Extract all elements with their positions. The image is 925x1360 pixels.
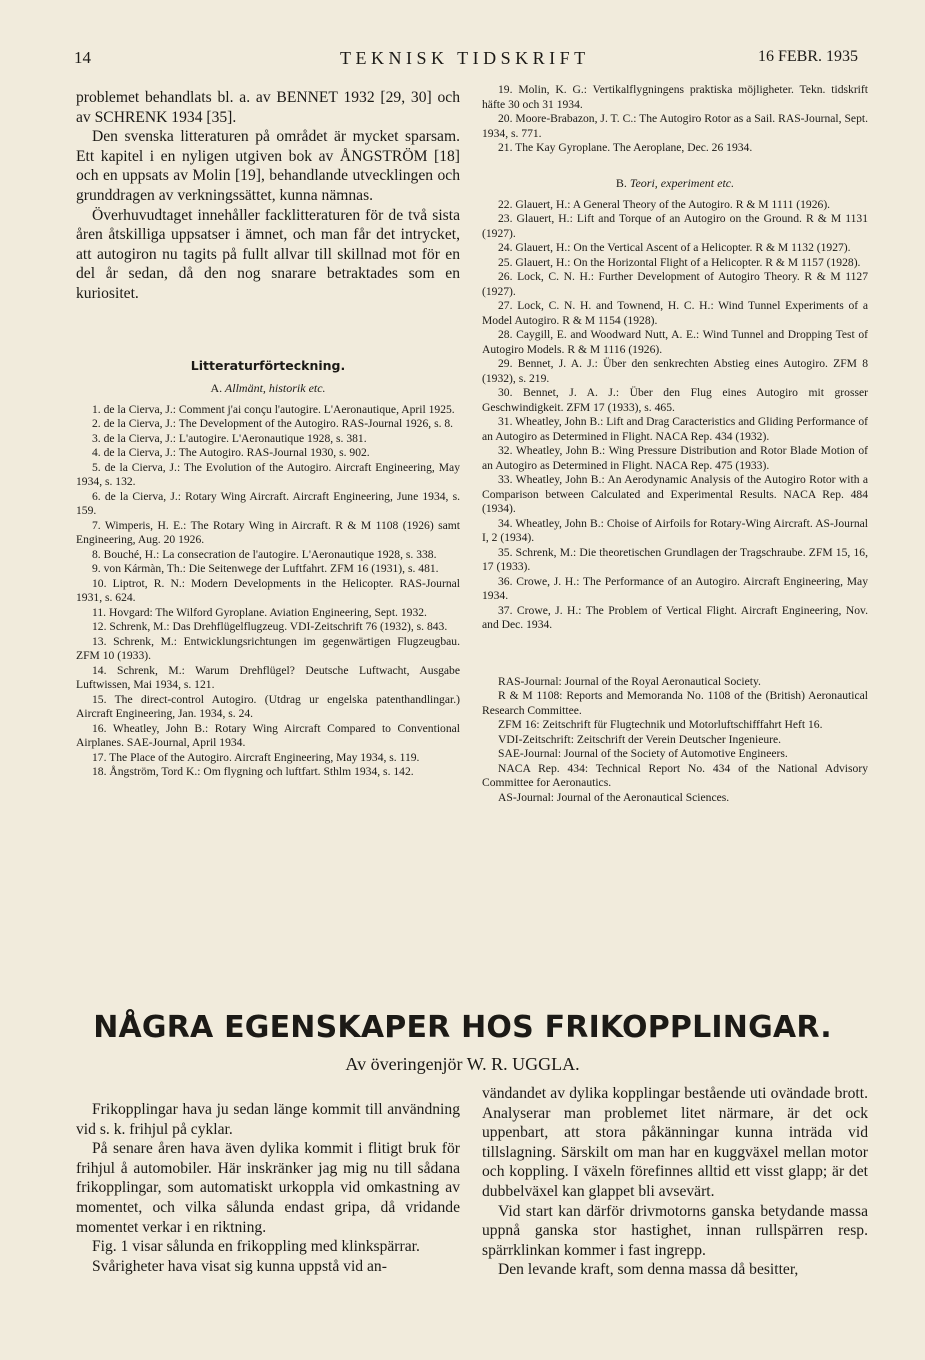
reference-entry: 21. The Kay Gyroplane. The Aeroplane, Dec. 26 1934.: [498, 141, 753, 154]
reference-entry: 22. Glauert, H.: A General Theory of the Autogiro. R & M 1111 (1926).: [498, 197, 831, 211]
reference-entry: 29. Bennet, J. A. J.: Über den senkrechten Abstieg eines Autogiro. ZFM 8 (1932), s. 219.: [482, 357, 868, 385]
reference-entry: 10. Liptrot, R. N.: Modern Developments in the Helicopter. RAS-Journal 1931, s. 624.: [76, 576, 460, 605]
article-author: Av överingenjör W. R. UGGLA.: [345, 1054, 580, 1074]
reference-entry: 16. Wheatley, John B.: Rotary Wing Aircraft Compared to Conventional Airplanes. SAE-Journal, April 1934.: [76, 721, 460, 750]
article-paragraph-1: Frikopplingar hava ju sedan länge kommit till användning vid s. k. frihjul på cyklar.: [76, 1101, 460, 1138]
reference-entry: 4. de la Cierva, J.: The Autogiro. RAS-Journal 1930, s. 902.: [92, 446, 370, 460]
abbreviation-entry: NACA Rep. 434: Technical Report No. 434 of the National Advisory Committee for Aeronautics.: [482, 761, 868, 789]
reference-entry: 26. Lock, C. N. H.: Further Development of Autogiro Theory. R & M 1127 (1927).: [482, 270, 868, 298]
reference-entry: 27. Lock, C. N. H. and Townend, H. C. H.: Wind Tunnel Experiments of a Model Autogiro. R & M 1154 (1928).: [482, 299, 868, 327]
reference-entry: 28. Caygill, E. and Woodward Nutt, A. E.: Wind Tunnel and Dropping Test of Autogiro Models. R & M 1116 (1926).: [482, 328, 868, 356]
section-b-title: Teori, experiment etc.: [629, 175, 735, 190]
reference-entry: 34. Wheatley, John B.: Choise of Airfoils for Rotary-Wing Aircraft. AS-Journal I, 2 (1934).: [482, 516, 868, 544]
reference-entry: 8. Bouché, H.: La consecration de l'autogire. L'Aeronautique 1928, s. 338.: [92, 547, 437, 561]
reference-entry: 36. Crowe, J. H.: The Performance of an Autogiro. Aircraft Engineering, May 1934.: [482, 574, 868, 602]
right-column-top: [482, 83, 868, 805]
issue-date: 16 FEBR. 1935: [758, 48, 859, 65]
literature-heading: Litteraturförteckning.: [190, 357, 346, 373]
reference-entry: 1. de la Cierva, J.: Comment j'ai conçu l'autogire. L'Aeronautique, April 1925.: [92, 402, 455, 416]
reference-entry: 13. Schrenk, M.: Entwicklungsrichtungen im gegenwärtigen Flugzeugbau. ZFM 10 (1933).: [76, 634, 460, 663]
reference-entry: 25. Glauert, H.: On the Horizontal Flight of a Helicopter. R & M 1157 (1928).: [498, 255, 861, 269]
reference-entry: 9. von Kármàn, Th.: Die Seitenwege der Luftfahrt. ZFM 16 (1931), s. 481.: [92, 562, 439, 576]
reference-entry: 3. de la Cierva, J.: L'autogire. L'Aeronautique 1928, s. 381.: [92, 431, 367, 445]
reference-entry: 35. Schrenk, M.: Die theoretischen Grundlagen der Tragschraube. ZFM 15, 16, 17 (1933).: [482, 545, 868, 573]
article-paragraph-2: På senare åren hava även dylika kommit i flitigt bruk för frihjul å automobiler. Här inskränker jag mig nu till sådana frikopplingar, som automatiskt urkoppla vid omkastning av momentet, och vilka sålunda endast gripa, då vridande momentet verkar i en riktning.: [76, 1140, 460, 1236]
abbreviation-entry: ZFM 16: Zeitschrift für Flugtechnik und Motorluftschifffahrt Heft 16.: [498, 718, 823, 731]
section-b-letter: B.: [615, 175, 627, 190]
article-left-column: [76, 1100, 460, 1276]
intro-paragraph-3: Överhuvudtaget innehåller facklitteraturen för de två sista åren åtskilliga uppsatser i ämnet, och man får det intrycket, att autogiron nu tagits på fullt allvar till skillnad mot för en del år sedan, då den nog snarare betraktades som en kuriositet.: [76, 206, 460, 302]
article-right-column: [482, 1084, 868, 1280]
intro-paragraph-1: problemet behandlats bl. a. av BENNET 1932 [29, 30] och av SCHRENK 1934 [35].: [76, 89, 460, 126]
reference-entry: 23. Glauert, H.: Lift and Torque of an Autogiro on the Ground. R & M 1131 (1927).: [482, 212, 868, 240]
reference-entry: 24. Glauert, H.: On the Vertical Ascent of a Helicopter. R & M 1132 (1927).: [498, 241, 851, 254]
references-a-continued: [482, 83, 868, 156]
intro-paragraph-2: Den svenska litteraturen på området är mycket sparsam. Ett kapitel i en nyligen utgiven bok av ÅNGSTRÖM [18] och en uppsats av Molin [19], behandlande utvecklingen och grunddragen av verkningssättet, kunna nämnas.: [76, 128, 460, 204]
reference-entry: 30. Bennet, J. A. J.: Über den Flug eines Autogiro mit grosser Geschwindigkeit. ZFM 17 (1933), s. 465.: [482, 386, 868, 414]
references-a-list: [76, 403, 460, 780]
section-a-heading: [76, 381, 460, 396]
references-b-list: [482, 198, 868, 633]
reference-entry: 2. de la Cierva, J.: The Development of the Autogiro. RAS-Journal 1926, s. 8.: [92, 417, 454, 431]
reference-entry: 11. Hovgard: The Wilford Gyroplane. Aviation Engineering, Sept. 1932.: [92, 605, 427, 619]
article-paragraph-7: Den levande kraft, som denna massa då besitter,: [498, 1261, 799, 1279]
article-paragraph-4: Svårigheter hava visat sig kunna uppstå vid an-: [92, 1257, 387, 1275]
article-paragraph-5: vändandet av dylika kopplingar bestående uti ovändade brott. Analyserar man problemet litet närmare, är det ock uppenbart, att stora påkänningar kunna inträda vid tillslagning. Särskilt om man har en kuggväxel mellan motor och koppling. I växeln förefinnes alltid ett visst glapp; är det dubbelväxel kan glappet bli avsevärt.: [482, 1085, 868, 1200]
reference-entry: 5. de la Cierva, J.: The Evolution of the Autogiro. Aircraft Engineering, May 1934, s. 132.: [76, 460, 460, 489]
abbreviation-entry: AS-Journal: Journal of the Aeronautical Sciences.: [498, 790, 730, 804]
article-paragraph-6: Vid start kan därför drivmotorns ganska betydande massa uppnå ganska stor hastighet, innan rullspärren resp. spärrklinkan kommer i fast ingrepp.: [482, 1202, 868, 1259]
page-number: 14: [74, 48, 91, 67]
abbreviation-entry: VDI-Zeitschrift: Zeitschrift der Verein Deutscher Ingenieure.: [498, 732, 782, 746]
reference-entry: 31. Wheatley, John B.: Lift and Drag Caracteristics and Gliding Performance of an Autogiro as Determined in Flight. NACA Rep. 434 (1932).: [482, 415, 868, 443]
reference-entry: 32. Wheatley, John B.: Wing Pressure Distribution and Rotor Blade Motion of an Autogiro as Determined in Flight. NACA Rep. 475 (1933).: [482, 444, 868, 472]
section-a-letter: A.: [210, 380, 223, 395]
abbreviation-entry: RAS-Journal: Journal of the Royal Aeronautical Society.: [498, 674, 761, 688]
journal-title: TEKNISK TIDSKRIFT: [340, 48, 590, 68]
reference-entry: 20. Moore-Brabazon, J. T. C.: The Autogiro Rotor as a Sail. RAS-Journal, Sept. 1934, s. 771.: [482, 112, 868, 140]
article-paragraph-3: Fig. 1 visar sålunda en frikoppling med klinkspärrar.: [92, 1238, 420, 1256]
abbreviation-entry: SAE-Journal: Journal of the Society of Automotive Engineers.: [498, 747, 788, 760]
section-a-title: Allmänt, historik etc.: [224, 380, 326, 395]
abbreviations-list: [482, 675, 868, 806]
reference-entry: 15. The direct-control Autogiro. (Utdrag ur engelska patenthandlingar.) Aircraft Engineering, Jan. 1934, s. 24.: [76, 692, 460, 721]
reference-entry: 37. Crowe, J. H.: The Problem of Vertical Flight. Aircraft Engineering, Nov. and Dec. 1934.: [482, 603, 868, 631]
reference-entry: 19. Molin, K. G.: Vertikalflygningens praktiska möjligheter. Tekn. tidskrift häfte 30 och 31 1934.: [482, 83, 868, 111]
abbreviation-entry: R & M 1108: Reports and Memoranda No. 1108 of the (British) Aeronautical Research Committee.: [482, 689, 868, 717]
reference-entry: 17. The Place of the Autogiro. Aircraft Engineering, May 1934, s. 119.: [92, 750, 420, 764]
article-title: NÅGRA EGENSKAPER HOS FRIKOPPLINGAR.: [93, 1010, 832, 1045]
reference-entry: 18. Ångström, Tord K.: Om flygning och luftfart. Sthlm 1934, s. 142.: [92, 765, 414, 779]
reference-entry: 14. Schrenk, M.: Warum Drehflügel? Deutsche Luftwacht, Ausgabe Luftwissen, Mai 1934, s. 121.: [76, 663, 460, 692]
reference-entry: 6. de la Cierva, J.: Rotary Wing Aircraft. Aircraft Engineering, June 1934, s. 159.: [76, 489, 460, 518]
reference-entry: 12. Schrenk, M.: Das Drehflügelflugzeug. VDI-Zeitschrift 76 (1932), s. 843.: [92, 620, 448, 634]
section-b-heading: [482, 176, 868, 191]
reference-entry: 7. Wimperis, H. E.: The Rotary Wing in Aircraft. R & M 1108 (1926) samt Engineering, Aug. 20 1926.: [76, 518, 460, 547]
left-column-top: [76, 88, 460, 780]
reference-entry: 33. Wheatley, John B.: An Aerodynamic Analysis of the Autogiro Rotor with a Comparison between Calculated and Experimental Results. NACA Rep. 484 (1934).: [482, 473, 868, 515]
